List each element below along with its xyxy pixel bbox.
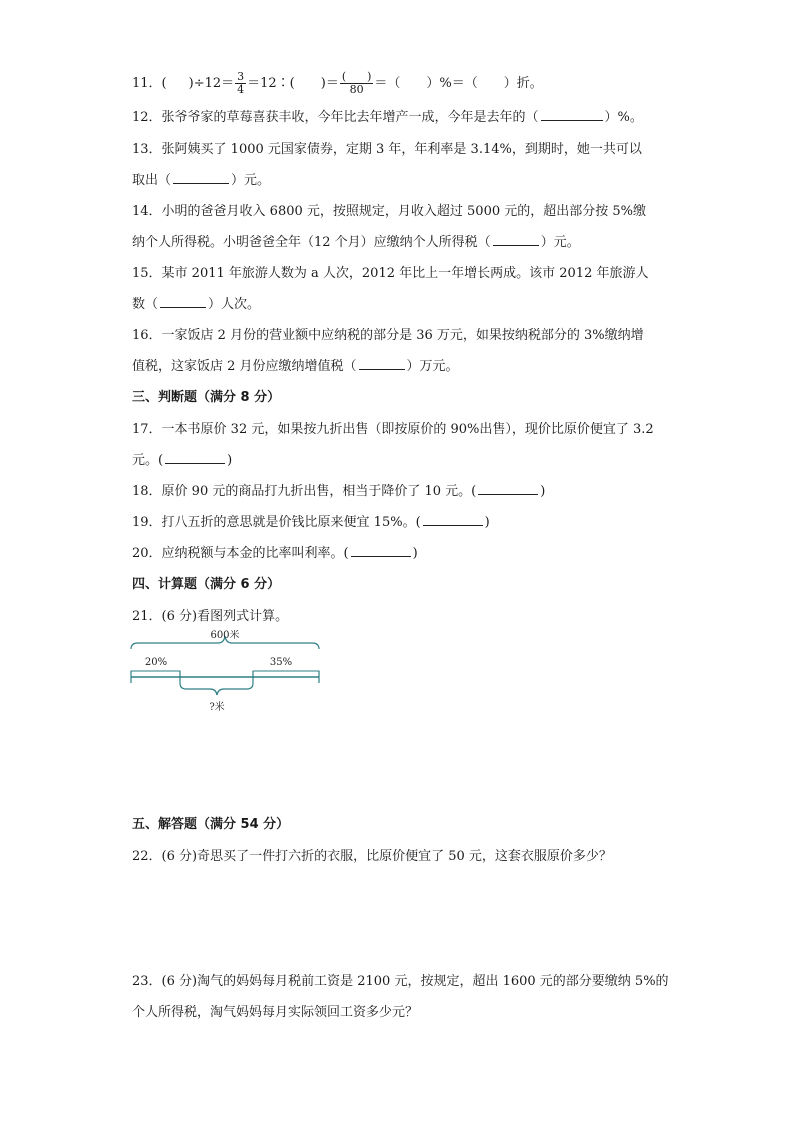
section-5-heading: 五、解答题（满分 54 分）: [132, 817, 290, 832]
q19-end: ): [484, 515, 490, 530]
q14-text: 14．小明的爸爸月收入 6800 元，按照规定，月收入超过 5000 元的，超出部分按 5%缴: [132, 204, 646, 219]
question-15-line2: [132, 295, 260, 315]
q20-end: ): [412, 546, 418, 561]
q14-text-2a: 纳个人所得税。小明爸爸全年（12 个月）应缴纳个人所得税（: [132, 235, 491, 250]
q16-text-2a: 值税，这家饭店 2 月份应缴纳增值税（: [132, 359, 357, 374]
question-11: [132, 71, 543, 96]
q17-text-2a: 元。(: [132, 453, 164, 468]
question-18: [132, 482, 545, 502]
answer-blank[interactable]: [359, 357, 405, 370]
q20-text: 20．应纳税额与本金的比率叫利率。(: [132, 546, 349, 561]
q11-part4: )＝: [320, 76, 339, 91]
fraction-numerator: ( ): [341, 70, 372, 83]
bottom-brace: [180, 683, 253, 695]
q21-text: 21．(6 分)看图列式计算。: [132, 609, 289, 624]
fraction-denominator: 4: [237, 83, 245, 96]
question-23-line1: [132, 972, 669, 992]
q23-text: 23．(6 分)淘气的妈妈每月税前工资是 2100 元，按规定，超出 1600 元的部分要缴纳 5%的: [132, 974, 669, 989]
answer-blank[interactable]: [160, 295, 206, 308]
answer-blank[interactable]: [478, 482, 538, 495]
question-13-line2: [132, 171, 270, 191]
answer-blank[interactable]: [493, 233, 539, 246]
question-22: [132, 847, 612, 867]
q15-text: 15．某市 2011 年旅游人数为 a 人次，2012 年比上一年增长两成。该市 2012 年旅游人: [132, 266, 649, 281]
left-brace: [131, 671, 180, 674]
answer-blank[interactable]: [165, 451, 225, 464]
q17-text: 17．一本书原价 32 元，如果按九折出售（即按原价的 90%出售），现价比原价便宜了 3.2: [132, 422, 654, 437]
q11-part7: ）折。: [503, 76, 543, 91]
segment-diagram: [128, 630, 324, 716]
answer-blank[interactable]: [173, 171, 229, 184]
question-21: [132, 607, 288, 627]
q23-text-2: 个人所得税，淘气妈妈每月实际领回工资多少元？: [132, 1005, 419, 1020]
left-percent-label: 20%: [144, 657, 168, 668]
q18-text: 18．原价 90 元的商品打九折出售，相当于降价了 10 元。(: [132, 484, 477, 499]
q16-text: 16．一家饭店 2 月份的营业额中应纳税的部分是 36 万元，如果按纳税部分的 3%缴纳增: [132, 328, 644, 343]
q11-part6: ）%＝（: [426, 76, 478, 91]
q11-part1: (: [161, 76, 167, 91]
q13-text-2a: 取出（: [132, 173, 172, 188]
q15-text-2a: 数（: [132, 297, 159, 312]
answer-blank[interactable]: [541, 108, 603, 121]
q19-text: 19．打八五折的意思就是价钱比原来便宜 15%。(: [132, 515, 421, 530]
question-16-line2: [132, 357, 459, 377]
answer-blank[interactable]: [423, 513, 483, 526]
q15-text-2b: ）人次。: [208, 297, 261, 312]
unknown-label: ?米: [209, 702, 225, 713]
question-12: [132, 108, 643, 128]
q18-end: ): [540, 484, 546, 499]
q12-end: ）%。: [604, 110, 643, 125]
q11-part3: ＝12∶(: [247, 76, 295, 91]
question-17-line2: [132, 451, 232, 471]
fraction-numerator: 3: [237, 70, 245, 83]
q14-text-2b: ）元。: [540, 235, 580, 250]
answer-blank[interactable]: [351, 544, 411, 557]
right-percent-label: 35%: [269, 657, 293, 668]
section-3-heading: 三、判断题（满分 8 分）: [132, 390, 281, 405]
question-15-line1: [132, 264, 648, 284]
question-19: [132, 513, 490, 533]
q12-text: 12．张爷爷家的草莓喜获丰收，今年比去年增产一成，今年是去年的（: [132, 110, 539, 125]
q11-part2: )÷12＝: [188, 76, 235, 91]
q13-text-2b: ）元。: [231, 173, 271, 188]
question-16-line1: [132, 326, 644, 346]
question-13-line1: [132, 140, 642, 160]
question-20: [132, 544, 418, 564]
q22-text: 22．(6 分)奇思买了一件打六折的衣服，比原价便宜了 50 元，这套衣服原价多少？: [132, 849, 612, 864]
question-23-line2: [132, 1003, 418, 1023]
question-14-line2: [132, 233, 580, 253]
total-label: 600米: [210, 630, 240, 641]
q11-number: 11．: [132, 76, 162, 91]
question-14-line1: [132, 202, 646, 222]
q13-text: 13．张阿姨买了 1000 元国家债券，定期 3 年，年利率是 3.14%，到期时，她一共可以: [132, 142, 642, 157]
q11-part5: ＝（: [374, 76, 401, 91]
q17-text-2b: ): [227, 453, 233, 468]
right-brace: [253, 671, 319, 674]
q11-fraction-1: [235, 71, 246, 96]
section-4-heading: 四、计算题（满分 6 分）: [132, 577, 281, 592]
fraction-denominator: 80: [349, 83, 364, 96]
q16-text-2b: ）万元。: [406, 359, 459, 374]
q11-fraction-2: [340, 71, 374, 96]
question-17-line1: [132, 420, 654, 440]
